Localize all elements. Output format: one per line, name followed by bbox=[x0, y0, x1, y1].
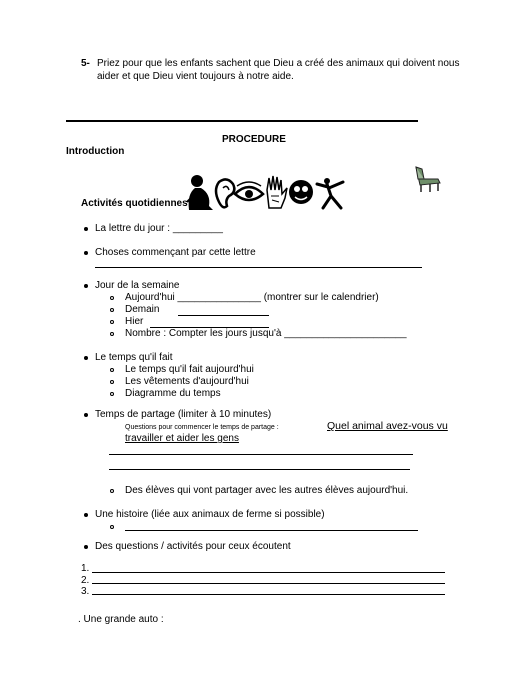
bullet bbox=[84, 356, 88, 360]
bullet bbox=[84, 284, 88, 288]
bullet bbox=[84, 545, 88, 549]
sub-bullet bbox=[110, 320, 114, 324]
sub-bullet bbox=[110, 489, 114, 493]
aujourdhui-item: Aujourd'hui _______________ (montrer sur le calendrier) bbox=[125, 292, 379, 303]
stretching-figure-icon bbox=[317, 178, 343, 208]
procedure-title: PROCEDURE bbox=[222, 134, 286, 145]
chair-icon bbox=[412, 165, 444, 193]
child-icon bbox=[187, 175, 213, 210]
numbered-line-3 bbox=[92, 594, 445, 595]
questions-item: Des questions / activités pour ceux écoutent bbox=[95, 541, 291, 552]
ear-icon bbox=[216, 179, 234, 207]
prayer-number: 5- bbox=[81, 58, 90, 69]
numbered-line-2 bbox=[92, 583, 445, 584]
sub-bullet bbox=[110, 368, 114, 372]
lettre-du-jour: La lettre du jour : _________ bbox=[95, 223, 223, 234]
partage-answer-line-1 bbox=[109, 454, 413, 455]
numbered-1: 1. bbox=[81, 563, 90, 574]
numbered-2: 2. bbox=[81, 575, 90, 586]
sub-bullet bbox=[110, 525, 114, 529]
hand-icon bbox=[267, 176, 287, 208]
choses-answer-line bbox=[95, 267, 422, 268]
sub-bullet bbox=[110, 332, 114, 336]
jour-semaine: Jour de la semaine bbox=[95, 280, 180, 291]
histoire-item: Une histoire (liée aux animaux de ferme si possible) bbox=[95, 509, 325, 520]
temps-sub-1: Les vêtements d'aujourd'hui bbox=[125, 376, 249, 387]
prayer-line-2: aider et que Dieu vient toujours à notre aide. bbox=[97, 71, 294, 82]
partage-questions-label: Questions pour commencer le temps de partage : bbox=[125, 424, 279, 431]
sub-bullet bbox=[110, 380, 114, 384]
bullet bbox=[84, 513, 88, 517]
eye-icon bbox=[235, 182, 263, 200]
sub-bullet bbox=[110, 296, 114, 300]
activities-heading: Activités quotidiennes bbox=[81, 198, 188, 209]
hier-item: Hier bbox=[125, 316, 144, 327]
bullet bbox=[84, 251, 88, 255]
sensory-icons bbox=[185, 172, 355, 212]
sub-bullet bbox=[110, 308, 114, 312]
partage-question-line-2: travailler et aider les gens bbox=[125, 433, 239, 444]
bullet bbox=[84, 227, 88, 231]
face-icon bbox=[289, 180, 313, 204]
numbered-3: 3. bbox=[81, 586, 90, 597]
prayer-line-1: Priez pour que les enfants sachent que Dieu a créé des animaux qui doivent nous bbox=[97, 58, 460, 69]
choses-lettre: Choses commençant par cette lettre bbox=[95, 247, 256, 258]
section-divider bbox=[66, 120, 418, 122]
partage-question-line-1: Quel animal avez-vous vu bbox=[327, 420, 448, 432]
bullet bbox=[84, 413, 88, 417]
demain-item: Demain bbox=[125, 304, 160, 315]
introduction-heading: Introduction bbox=[66, 146, 125, 157]
temps-sub-2: Diagramme du temps bbox=[125, 388, 221, 399]
grande-auto: . Une grande auto : bbox=[78, 614, 164, 625]
temps-item: Le temps qu'il fait bbox=[95, 352, 173, 363]
numbered-line-1 bbox=[92, 572, 445, 573]
partage-sub-item: Des élèves qui vont partager avec les autres élèves aujourd'hui. bbox=[125, 485, 409, 496]
partage-answer-line-2 bbox=[109, 469, 410, 470]
nombre-item: Nombre : Compter les jours jusqu'à ______________________ bbox=[125, 328, 407, 339]
temps-sub-0: Le temps qu'il fait aujourd'hui bbox=[125, 364, 254, 375]
sub-bullet bbox=[110, 392, 114, 396]
histoire-answer-line bbox=[125, 530, 418, 531]
demain-line bbox=[178, 315, 269, 316]
partage-item: Temps de partage (limiter à 10 minutes) bbox=[95, 409, 272, 420]
